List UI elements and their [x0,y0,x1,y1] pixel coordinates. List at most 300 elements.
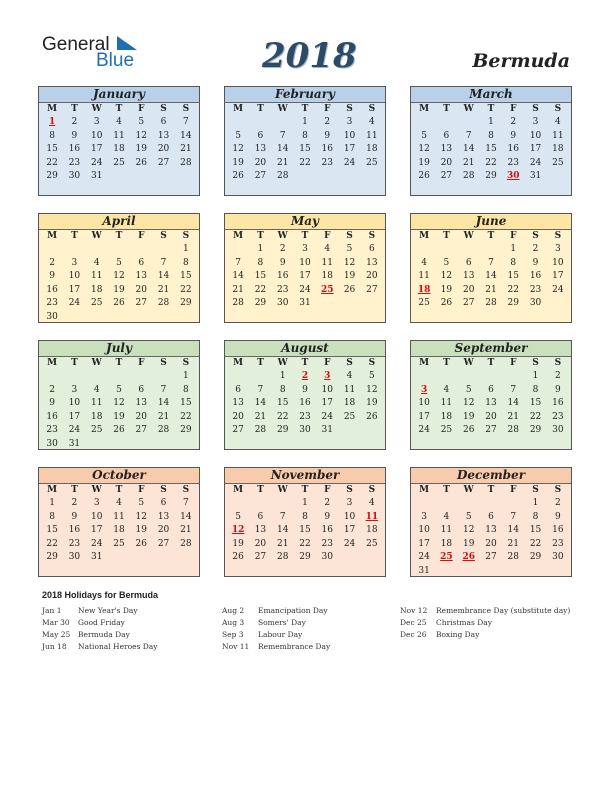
holiday-day-cell: 2 [301,371,309,381]
day-cell: 18 [552,144,564,154]
day-cell: 10 [552,257,564,268]
day-cell: 4 [116,117,122,127]
week-row [225,243,385,257]
week-row [411,370,571,384]
week-row [39,397,199,411]
day-cell: 25 [113,157,125,168]
day-cell: 19 [440,284,453,295]
day-cell: 2 [71,117,78,127]
week-row [225,284,385,298]
day-cell: 15 [180,271,192,281]
day-cell: 1 [532,498,539,508]
day-cell [41,243,63,257]
day-cell: 26 [113,425,125,435]
day-cell: 23 [68,157,81,168]
day-cell: 28 [232,298,244,308]
week-row [39,116,199,130]
day-cell: 23 [299,411,311,422]
day-cell: 1 [532,371,539,381]
day-cell: 15 [485,144,497,154]
day-cell: 12 [135,511,147,522]
day-cell: 17 [529,144,542,154]
holiday-entry [42,605,222,617]
day-cell: 13 [135,271,147,281]
week-row [225,511,385,525]
day-cell [502,370,524,384]
day-cell: 18 [113,525,125,535]
week-row [39,130,199,144]
week-row [411,143,571,157]
weekday-label: S [160,485,167,495]
day-cell: 28 [180,157,192,168]
day-cell: 11 [90,271,103,281]
week-row [225,130,385,144]
day-cell: 15 [507,271,519,281]
day-cell: 9 [279,257,286,268]
month-title: November [225,468,385,484]
day-cell: 2 [324,117,331,127]
day-cell: 16 [68,525,81,535]
day-cell: 20 [366,271,378,281]
day-cell: 12 [232,144,244,154]
day-cell [108,170,130,184]
day-cell: 26 [462,425,475,435]
day-cell: 25 [440,425,453,435]
week-row [411,257,571,271]
day-cell: 11 [113,511,125,522]
weekday-header [39,230,199,243]
weekday-label: M [233,485,244,495]
day-cell [249,370,271,384]
holiday-date: Aug 3 [222,618,245,627]
day-cell: 21 [276,538,289,549]
day-cell: 12 [135,130,147,141]
day-cell: 30 [46,311,58,322]
day-cell: 11 [418,271,430,281]
holiday-name: Bermuda Day [78,630,130,639]
day-cell: 25 [418,298,430,308]
day-cell: 16 [276,271,289,281]
day-cell: 4 [346,371,353,381]
week-row [39,370,199,384]
day-cell: 21 [232,284,244,295]
month-october [38,467,200,577]
weekday-label: T [301,104,309,114]
weekday-label: M [47,231,58,241]
holiday-entry [222,617,402,629]
day-cell [458,370,480,384]
day-cell: 17 [90,525,103,535]
day-cell [108,438,130,452]
day-cell [316,170,338,184]
week-row [39,311,199,325]
day-cell: 17 [90,144,103,154]
day-cell [63,243,85,257]
day-cell: 27 [440,171,453,181]
day-cell: 15 [180,398,192,408]
week-row [225,143,385,157]
day-cell: 20 [485,538,497,549]
day-cell: 11 [343,384,356,395]
day-cell: 23 [276,284,289,295]
holiday-list-title: 2018 Holidays for Bermuda [42,590,159,600]
day-cell: 1 [279,371,286,381]
day-cell: 10 [418,398,430,408]
weekday-label: S [160,104,167,114]
day-cell: 30 [68,171,81,181]
day-cell: 30 [46,438,58,449]
day-cell: 30 [552,552,564,562]
day-cell: 31 [90,171,103,181]
day-cell: 13 [135,398,147,408]
day-cell [502,497,524,511]
weekday-header [225,230,385,243]
month-june [410,213,572,323]
day-cell: 22 [529,538,542,549]
weekday-label: S [346,485,353,495]
day-cell [524,565,546,579]
weekday-label: M [419,358,430,368]
day-cell: 6 [443,130,450,141]
weekday-label: T [115,485,123,495]
weekday-header [39,484,199,497]
page-header [0,0,612,80]
day-cell: 20 [485,411,497,422]
day-cell: 13 [366,257,378,268]
day-cell: 7 [182,117,189,127]
day-cell: 1 [488,117,494,127]
day-cell: 14 [276,525,289,535]
day-cell: 5 [116,257,122,268]
weekday-label: W [463,358,474,368]
day-cell: 18 [321,271,333,281]
day-cell: 20 [254,538,267,549]
day-cell: 17 [68,284,81,295]
day-cell: 2 [49,257,55,268]
day-cell: 19 [418,157,430,168]
holiday-date: Sep 3 [222,630,244,639]
weekday-label: W [463,104,474,114]
day-cell: 12 [343,257,356,268]
day-cell: 3 [554,244,561,254]
day-cell: 23 [321,157,333,168]
day-cell: 23 [507,157,519,168]
day-cell [108,243,130,257]
day-cell: 10 [418,525,430,535]
day-cell: 29 [46,171,58,181]
day-cell: 17 [552,271,564,281]
weekday-label: W [277,231,288,241]
day-cell: 15 [529,525,542,535]
day-cell [338,424,360,438]
day-cell: 19 [113,284,125,295]
weekday-label: T [115,104,123,114]
day-cell: 16 [529,271,542,281]
day-cell: 14 [507,525,519,535]
holiday-name: Emancipation Day [258,606,328,615]
day-cell: 22 [276,411,289,422]
day-cell: 6 [488,511,494,522]
holiday-day-cell: 26 [462,552,475,562]
weekday-label: S [346,358,353,368]
day-cell: 22 [507,284,519,295]
weekday-label: W [463,485,474,495]
day-cell: 1 [182,244,189,254]
weekday-label: F [324,485,331,495]
holiday-name: Christmas Day [436,618,492,627]
month-title: April [39,214,199,230]
day-cell: 20 [254,157,267,168]
weekday-label: S [182,104,190,114]
day-cell: 29 [180,298,192,308]
day-cell: 26 [232,171,244,181]
month-title: January [39,87,199,103]
weekday-label: M [419,104,430,114]
day-cell: 7 [257,384,264,395]
weekday-label: T [487,358,495,368]
day-cell: 17 [418,411,430,422]
weekday-label: S [532,485,539,495]
day-cell: 25 [343,411,356,422]
weekday-label: T [115,358,123,368]
day-cell: 23 [68,538,81,549]
day-cell: 25 [366,157,378,168]
week-row [39,284,199,298]
day-cell: 14 [157,398,170,408]
day-cell: 3 [93,117,100,127]
week-row [411,284,571,298]
day-cell [86,243,108,257]
day-cell: 5 [235,130,241,141]
weekday-label: W [91,231,102,241]
weekday-label: F [324,231,331,241]
day-cell: 4 [368,498,375,508]
day-cell: 27 [462,298,475,308]
weekday-label: M [233,231,244,241]
day-cell: 29 [529,425,542,435]
week-row [39,384,199,398]
day-cell: 21 [180,525,192,535]
holiday-entry [222,629,402,641]
month-november [224,467,386,577]
day-cell: 10 [68,398,81,408]
day-cell: 5 [465,511,472,522]
day-cell: 4 [93,384,100,395]
weekday-label: M [419,231,430,241]
holiday-date: Nov 12 [400,606,428,615]
day-cell: 13 [157,130,170,141]
weekday-label: S [182,485,190,495]
day-cell [413,116,435,130]
weekday-label: T [71,485,78,495]
weekday-label: F [510,485,517,495]
holiday-entry [400,629,580,641]
month-title: October [39,468,199,484]
day-cell: 12 [418,144,430,154]
day-cell: 4 [554,117,561,127]
day-cell: 30 [299,425,311,435]
weekday-label: S [554,104,562,114]
day-cell: 8 [302,130,308,141]
week-row [39,551,199,565]
day-cell [152,311,174,325]
day-cell [227,116,249,130]
day-cell: 31 [68,438,81,449]
weekday-label: S [346,104,353,114]
day-cell: 28 [157,298,170,308]
day-cell: 2 [554,371,561,381]
week-row [225,497,385,511]
month-september [410,340,572,450]
holiday-day-cell: 30 [507,171,520,181]
day-cell: 14 [485,271,497,281]
week-row [411,384,571,398]
day-cell: 8 [279,384,286,395]
day-cell: 16 [46,411,58,422]
day-cell: 14 [180,511,192,522]
weekday-header [411,484,571,497]
day-cell: 11 [90,398,103,408]
day-cell [413,370,435,384]
day-cell: 7 [182,498,189,508]
day-cell: 14 [507,398,519,408]
day-cell: 4 [93,257,100,268]
day-cell [547,565,569,579]
day-cell: 16 [552,398,564,408]
weekday-label: F [324,104,331,114]
day-cell: 21 [507,411,519,422]
day-cell [435,243,457,257]
day-cell: 14 [157,271,170,281]
day-cell: 30 [276,298,289,308]
day-cell [130,551,152,565]
weekday-label: W [277,485,288,495]
day-cell: 3 [71,384,78,395]
weekday-label: F [138,358,145,368]
weekday-header [411,230,571,243]
day-cell: 8 [49,130,55,141]
day-cell [152,551,174,565]
day-cell: 28 [276,552,289,562]
day-cell: 4 [116,498,122,508]
day-cell: 7 [160,384,167,395]
day-cell: 21 [485,284,497,295]
weekday-label: T [443,358,450,368]
weekday-label: S [532,104,539,114]
holiday-day-cell: 1 [49,117,56,127]
weekday-label: F [138,231,145,241]
day-cell: 2 [510,117,517,127]
holiday-date: Dec 25 [400,618,427,627]
day-cell: 19 [343,271,356,281]
day-cell: 30 [68,552,81,562]
holiday-column [222,605,402,653]
day-cell: 24 [90,157,103,168]
holiday-name: Remembrance Day (substitute day) [436,606,571,615]
day-cell: 12 [113,398,125,408]
day-cell [175,438,197,452]
day-cell: 27 [254,552,267,562]
day-cell: 27 [366,284,378,295]
holiday-column [400,605,580,641]
week-row [39,424,199,438]
day-cell: 23 [552,411,564,422]
weekday-label: T [443,485,450,495]
day-cell: 4 [368,117,375,127]
day-cell: 26 [440,298,453,308]
day-cell: 20 [135,411,147,422]
week-row [411,130,571,144]
holiday-date: Jun 18 [42,642,67,651]
day-cell: 6 [138,257,145,268]
day-cell [435,565,457,579]
week-row [411,538,571,552]
day-cell: 4 [443,384,450,395]
day-cell: 5 [465,384,472,395]
day-cell [152,438,174,452]
day-cell: 12 [462,525,475,535]
day-cell: 27 [157,157,170,168]
day-cell: 8 [532,384,539,395]
day-cell [502,565,524,579]
day-cell: 3 [302,244,308,254]
day-cell: 29 [299,552,311,562]
weekday-label: T [487,485,495,495]
day-cell: 20 [157,525,170,535]
day-cell: 24 [552,284,564,295]
weekday-label: T [115,231,123,241]
day-cell: 23 [321,538,333,549]
weekday-label: W [277,104,288,114]
day-cell: 29 [276,425,289,435]
day-cell: 18 [440,411,453,422]
day-cell [175,311,197,325]
day-cell [227,497,249,511]
day-cell: 11 [440,398,453,408]
week-row [411,116,571,130]
day-cell: 19 [232,538,244,549]
week-row [225,270,385,284]
day-cell: 3 [421,511,427,522]
day-cell: 21 [462,157,475,168]
weekday-label: T [71,358,78,368]
weekday-label: F [510,104,517,114]
weekday-label: S [368,231,376,241]
day-cell: 15 [299,525,311,535]
day-cell: 9 [554,511,561,522]
day-cell: 17 [343,525,356,535]
day-cell [152,243,174,257]
day-cell: 25 [366,538,378,549]
holiday-name: Labour Day [258,630,303,639]
day-cell: 29 [529,552,542,562]
month-title: March [411,87,571,103]
day-cell: 25 [552,157,564,168]
day-cell: 20 [157,144,170,154]
day-cell: 3 [71,257,78,268]
day-cell: 16 [321,144,333,154]
weekday-label: M [47,358,58,368]
day-cell: 7 [510,511,517,522]
day-cell: 28 [485,298,497,308]
day-cell: 27 [254,171,267,181]
day-cell [361,424,383,438]
weekday-label: T [257,358,264,368]
day-cell [480,370,502,384]
holiday-date: Aug 2 [222,606,245,615]
day-cell: 17 [68,411,81,422]
day-cell: 14 [462,144,475,154]
